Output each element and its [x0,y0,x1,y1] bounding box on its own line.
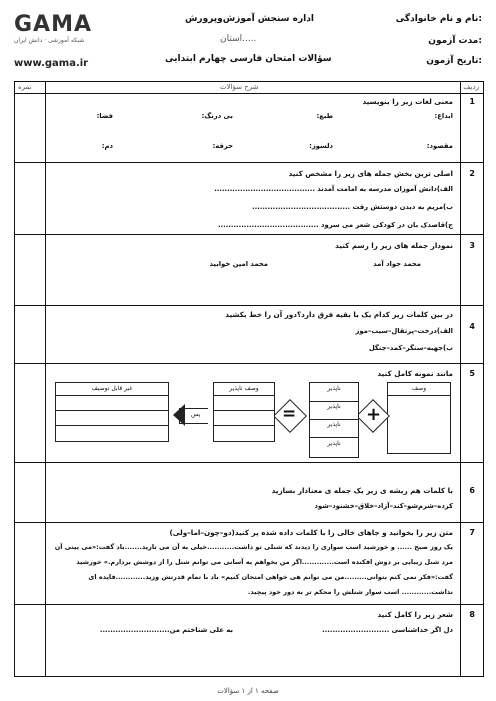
q8-verse-1: دل اگر خداشناسی .......................... [322,626,453,634]
exam-date-label: تاریخ آزمون: [426,56,482,66]
q5-diagram-left-table [55,382,169,442]
gama-logo [14,12,124,52]
q1-word: ابداع: [434,112,453,120]
q1-title: معنی لغات زیر را بنویسید [362,97,453,106]
q5-cell: ناپذیر [327,421,341,428]
q2-title: اصلی ترین بخش جمله های زیر را مشخص کنید [288,169,453,178]
number-column-divider [460,82,461,676]
q7-title: متن زیر را بخوانید و جاهای خالی را با کلمات داده شده پر کنید(دو–چون–اما–ولی) [169,528,453,537]
q6-number: 6 [469,486,475,495]
q5-cell: ناپذیر [327,403,341,410]
q3-number: 3 [469,241,475,250]
questions-table [14,81,484,677]
q4-title: در بین کلمات زیر کدام یک با بقیه فرق دارد؟دور آن را خط بکشید [225,310,453,319]
q6-words: کرده–شرم‌شو–کند–آزاد–خلاق–خشنود–شود [314,502,453,510]
q4-line-1: الف)درخت–پرتقال–سیب–موز [355,327,453,335]
exam-title: سؤالات امتحان فارسی چهارم ابتدایی [165,54,332,64]
q2-sentence-1: الف)دانش آموزان مدرسه به امامت آمدند ....................................... [214,185,453,193]
q7-number: 7 [469,528,475,537]
q8-verse-2: به علی شناختم من........................... [99,626,233,634]
q7-paragraph-2: مرد شنل زیبایی بر دوش افکنده است.............اگر من بخواهم به آسانی می توانم شنل را از دوشش بردارم.» خورشید [76,558,453,566]
q7-paragraph-4: نداشت............ اسب سوار شنلش را محکم تر به دور خود پیچید. [247,588,453,596]
q1-word: دلسوز: [309,142,333,150]
province-label: استان..... [220,34,257,44]
logo-subtitle: شبکه آموزشی · دانش ایران [14,37,85,44]
q5-diagram-middle-table [213,382,275,442]
page-footer: صفحه ۱ از ۱ سؤالات [217,687,279,695]
q1-word: مقصود: [426,142,453,150]
q7-paragraph-3: گفت:«فکر نمی کنم بتوانی.........من می توانم هی خواهی امتحان کنیم» باد با تمام قدرتش وزید............فایده ای [88,573,453,581]
q2-number: 2 [469,169,475,178]
logo-wordmark: GAMA [14,12,93,37]
q8-title: شعر زیر را کامل کنید [377,610,453,619]
header-desc: شرح سؤالات [220,83,259,91]
q3-title: نمودار جمله های زیر را رسم کنید [335,241,453,250]
plus-icon: + [366,404,382,425]
q1-number: 1 [469,97,475,106]
q1-word: بی درنگ: [201,112,233,120]
q3-sentence-2: محمد امین خوابید [209,260,268,268]
q1-word: طبع: [316,112,333,120]
q4-line-2: ب)جهبه–سنگر–کمد–جنگل [368,344,453,352]
q5-right-label: وصف [411,385,427,392]
q5-arrow-label: پس [191,411,201,418]
q1-word: حرفه: [212,142,233,150]
header-num: ردیف [463,83,479,91]
q5-cell: ناپذیر [327,440,341,447]
header-score: نمره [18,83,32,91]
q2-sentence-2: ب)مریم به دیدن دوستش رفت ...................................... [252,203,453,211]
equals-icon: = [282,404,297,424]
q8-number: 8 [469,610,475,619]
q5-diagram-right-box [387,382,451,454]
arrow-left-icon [173,404,185,426]
q7-paragraph-1: یک روز صبح ...... و خورشید اسب سواری را دیدند که شنلی تو داشت...........خیلی به آن می نازید.......باد گفت:«می بینی آن [54,543,453,551]
student-name-label: نام و نام خانوادگی: [395,14,482,24]
q3-sentence-1: محمد جواد آمد [373,260,421,268]
org-title: اداره سنجش آموزش‌وپرورش [185,14,314,24]
exam-duration-label: مدت آزمون: [428,36,482,46]
q4-number: 4 [469,322,475,331]
q5-cell: ناپذیر [327,385,341,392]
website-link[interactable]: www.gama.ir [14,58,89,69]
q5-left-head: غیر قابل توصیف [91,385,133,392]
q1-word: دم: [101,142,113,150]
q5-title: مانند نمونه کامل کنید [377,369,453,378]
score-column-divider [45,82,46,676]
q5-mid-head: وصف ناپذیر [229,385,259,392]
q5-number: 5 [469,369,475,378]
q2-sentence-3: ج)قاصدک بان در کودکی شعر می سرود ....................................... [217,221,453,229]
q6-title: با کلمات هم ریشه ی زیر یک جمله ی معنادار بسازید [271,486,453,495]
q5-diagram-mid-cells [309,382,359,458]
q1-word: فضا: [96,112,113,120]
